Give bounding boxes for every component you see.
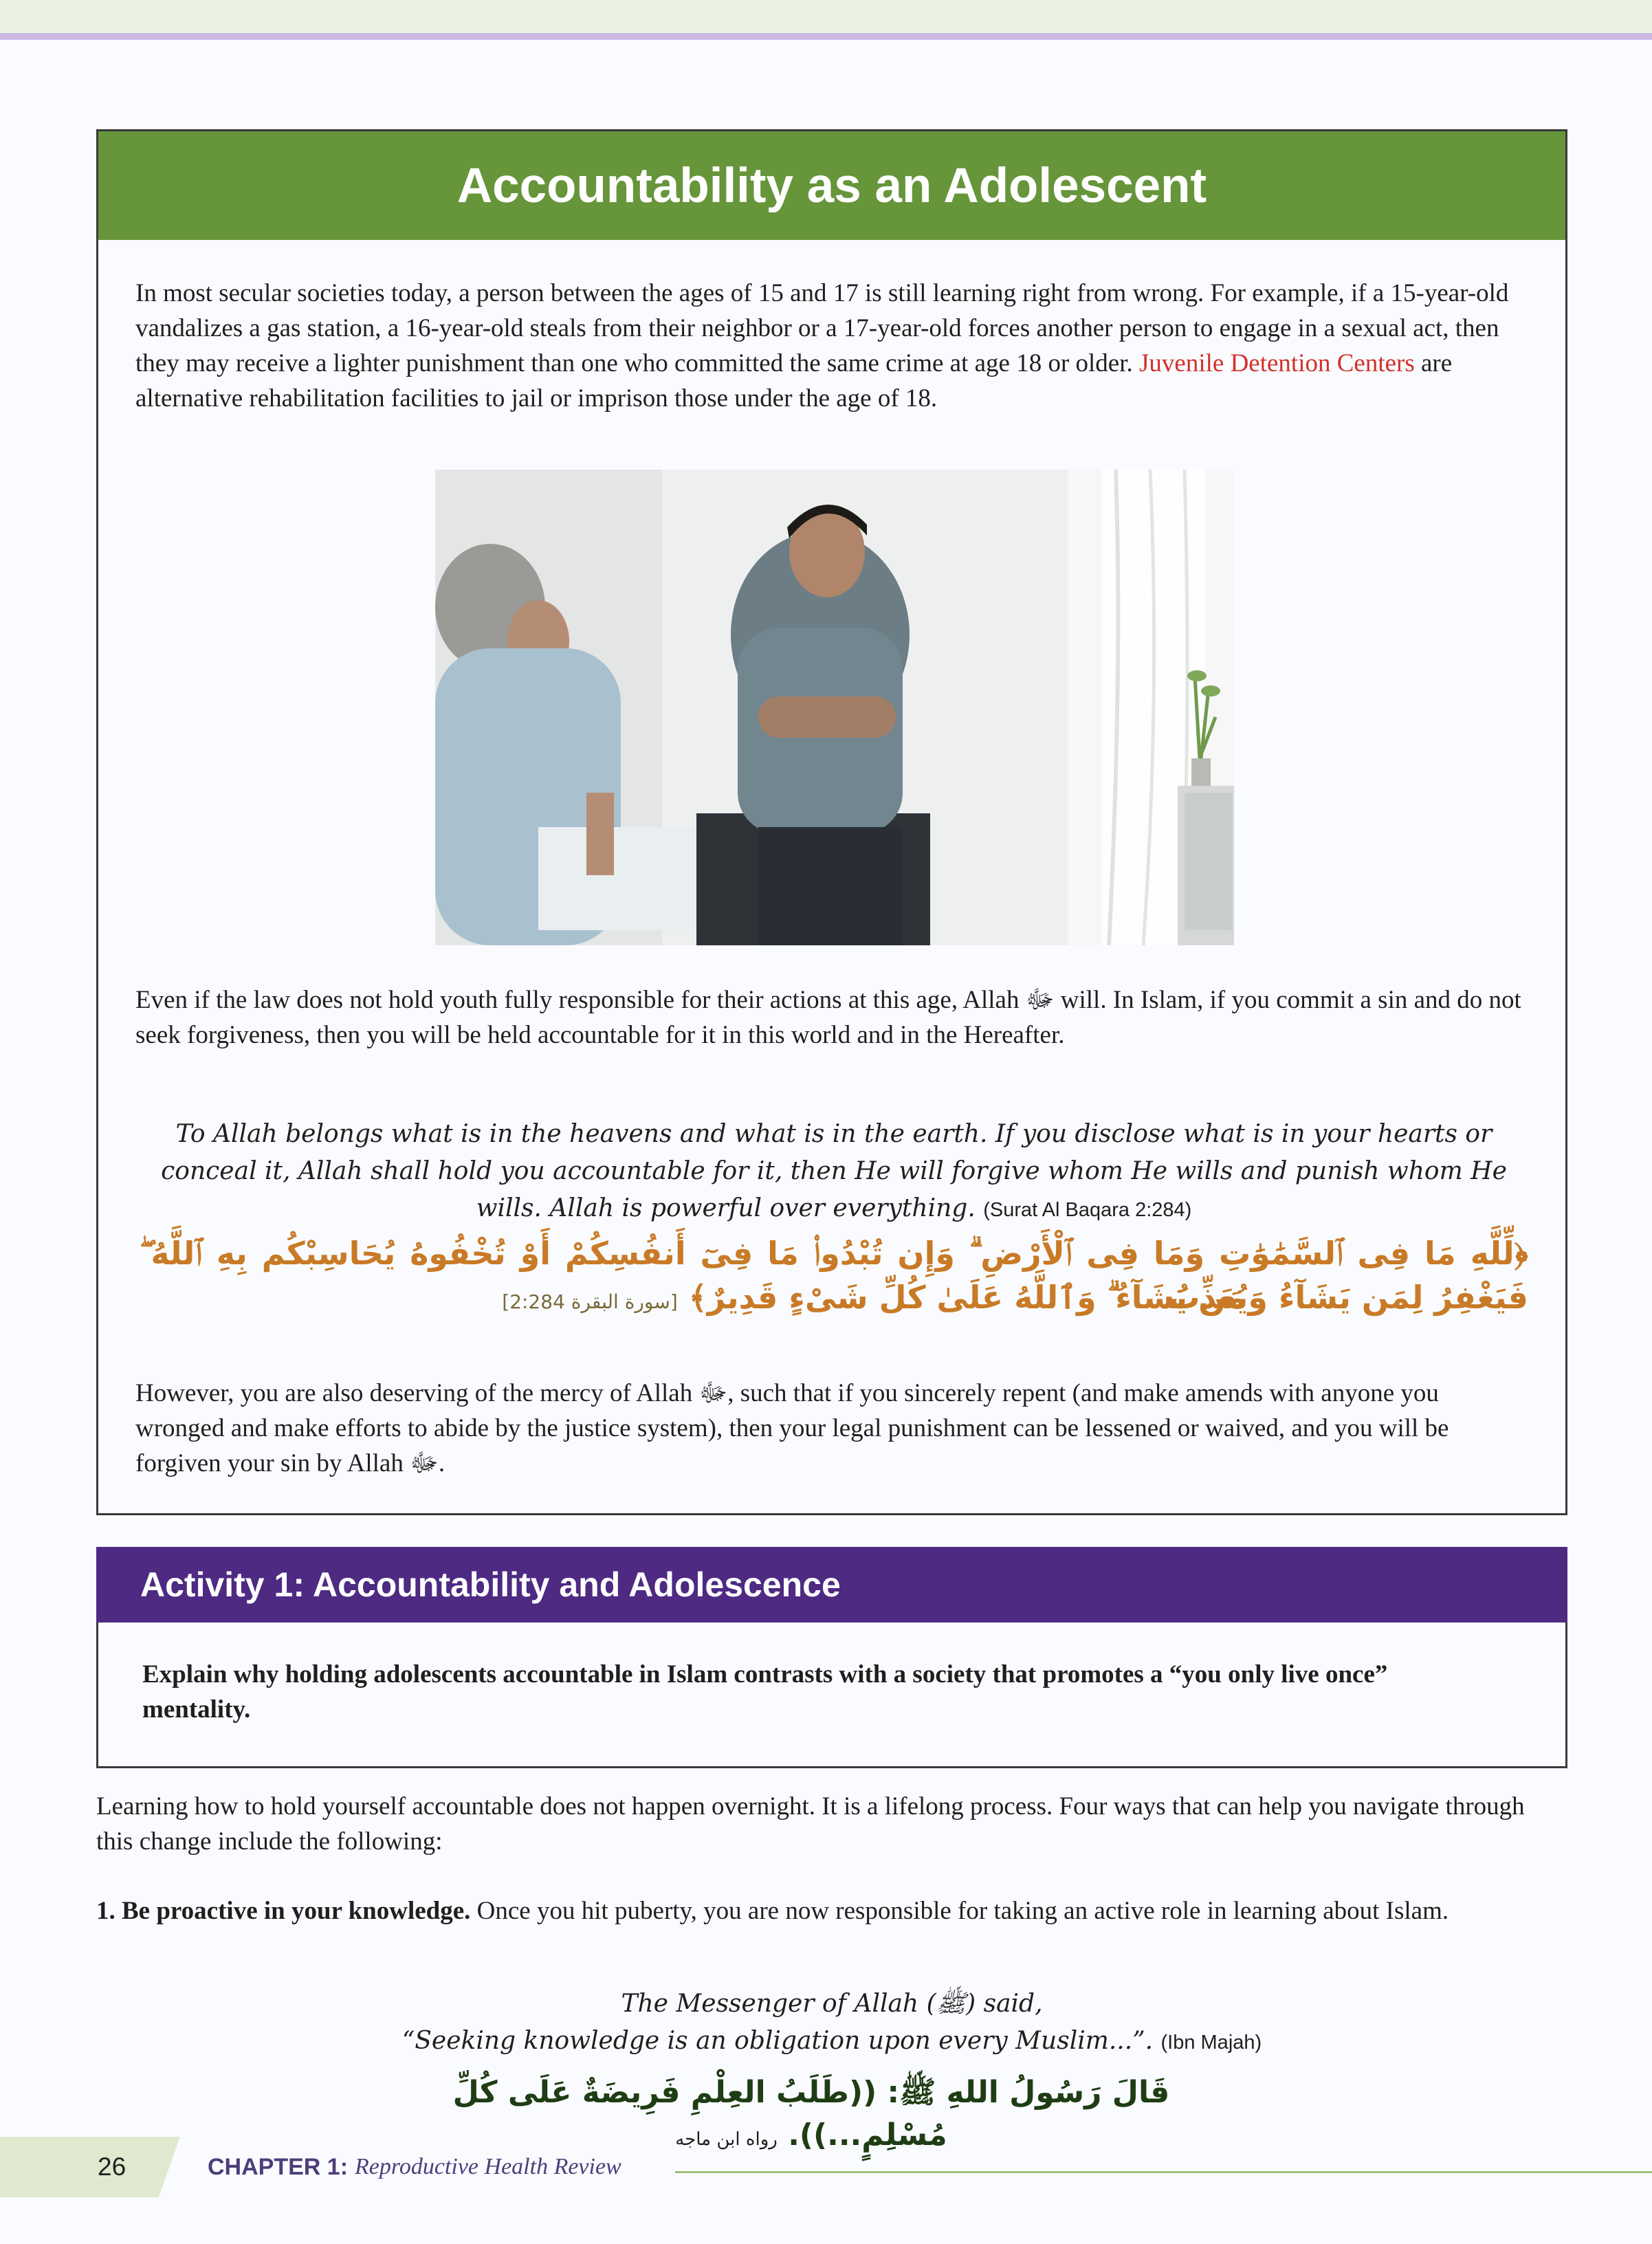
quran-quote-arabic-text: مَن يَشَآءُ ۗ وَٱللَّهُ عَلَىٰ كُلِّ شَىْءٍ قَدِيرٌ﴾ [688,1279,1246,1316]
hadith-translation [96,2023,1567,2061]
intro-text-start: In most secular societies today, a person between the ages of 15 and 17 is still learning right from wrong. For example, if a 15-year-old vandalizes a gas station, a 16-year-old steals from their neighbor or a 17-year-old forces another person to engage in a sexual act, then they may receive a lighter punishment than one who committed the same crime at age 18 or older. [135,279,1509,377]
quran-quote-citation: (Surat Al Baqara 2:284) [983,1199,1192,1221]
footer-chapter-title: Reproductive Health Review [355,2154,621,2179]
activity-title-bar [96,1547,1567,1622]
activity-title: Activity 1: Accountability and Adolescence [140,1565,841,1604]
intro-paragraph [135,276,1531,416]
hadith-arabic-text: قَالَ رَسُولُ اللهِ ﷺ: ((طَلَبُ العِلْمِ فَرِيضَةٌ عَلَى كُلِّ مُسْلِمٍ...)). [452,2075,1170,2153]
footer-rule [675,2171,1652,2173]
paragraph-allah-accountability: Even if the law does not hold youth fully responsible for their actions at this age, Allah ﷻ will. In Islam, if you commit a sin and do not seek forgiveness, then you will be held accountable for it in this world and in the Hereafter. [135,986,1521,1049]
top-band [0,0,1652,33]
quran-quote-text: To Allah belongs what is in the heavens and what is in the earth. If you disclose what is in your hearts or conceal it, Allah shall hold you accountable for it, then He will forgive whom He wills and punish whom He wills. Allah is powerful over everything. [161,1120,1507,1222]
quran-quote-arabic-line-1: ﴿لِّلَّهِ مَا فِى ٱلسَّمَٰوَٰتِ وَمَا فِى ٱلْأَرْضِ ۗ وَإِن تُبْدُوا۟ مَا فِىٓ أَنفُسِكُمْ أَوْ تُخْفُوهُ يُحَاسِبْكُم بِهِ ٱللَّهُ ۖ فَيَغْفِرُ لِمَن يَشَآءُ وَيُعَذِّبُ [140,1235,1528,1316]
paragraph-mercy: However, you are also deserving of the mercy of Allah ﷻ, such that if you sincerely repent (and make amends with anyone you wronged and make efforts to abide by the justice system), then your legal punishment can be lessened or waived, and you will be forgiven your sin by Allah ﷻ. [135,1379,1449,1477]
list-item-text: Once you hit puberty, you are now responsible for taking an active role in learning about Islam. [470,1897,1449,1925]
hadith-arabic-reference: رواه ابن ماجه [675,2129,778,2150]
counseling-photo [435,470,1234,945]
quran-quote-arabic-line-2 [140,1275,1246,1324]
list-item-heading: 1. Be proactive in your knowledge. [96,1897,471,1925]
activity-prompt: Explain why holding adolescents accountable in Islam contrasts with a society that promotes a “you only live once” mentality. [142,1660,1388,1724]
quran-quote-translation [126,1116,1542,1229]
activity-box [96,1622,1567,1768]
list-item-proactive-knowledge [96,1893,1547,1928]
top-band-accent [0,33,1652,40]
box-title: Accountability as an Adolescent [456,158,1207,213]
hadith-intro: The Messenger of Allah (ﷺ) said, [621,1990,1043,2018]
lifelong-process-paragraph: Learning how to hold yourself accountable does not happen overnight. It is a lifelong process. Four ways that can help you navigate through this change include the following: [96,1792,1525,1856]
footer-chapter-label [208,2137,621,2197]
quran-quote-arabic-reference: [سورة البقرة 2:284] [502,1290,678,1313]
footer-page-tab [0,2137,180,2197]
juvenile-detention-term: Juvenile Detention Centers [1139,349,1415,377]
accountability-box [96,129,1567,1515]
intro-text-end: are alternative rehabilitation facilities to jail or imprison those under the age of 18. [135,349,1453,412]
box-title-bar [98,131,1565,240]
page-number: 26 [98,2153,126,2181]
footer-chapter: CHAPTER 1: [208,2153,349,2180]
hadith-citation: (Ibn Majah) [1160,2032,1262,2054]
hadith-text: “Seeking knowledge is an obligation upon every Muslim...”. [401,2027,1154,2055]
counseling-photo-illustration [435,470,1234,945]
